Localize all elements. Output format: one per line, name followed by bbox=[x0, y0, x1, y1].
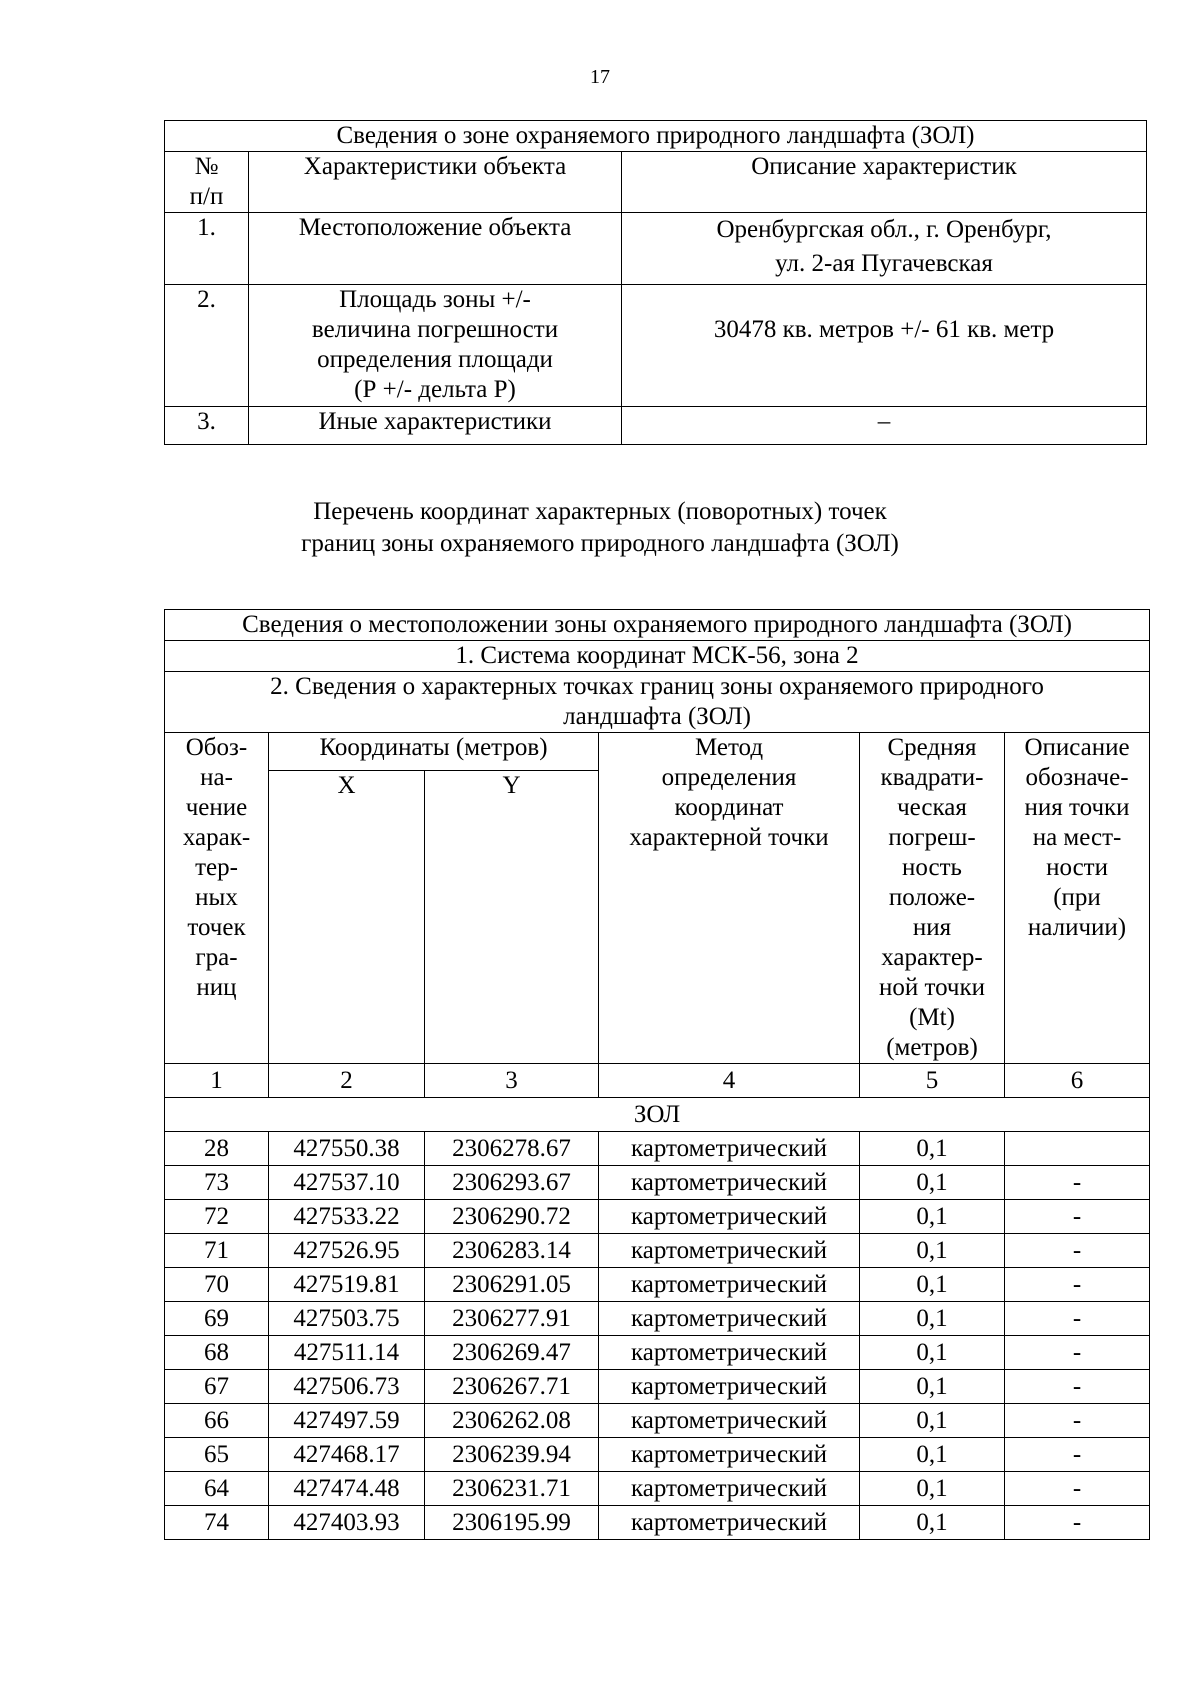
point-description: - bbox=[1005, 1336, 1150, 1370]
coord-x: 427506.73 bbox=[269, 1370, 425, 1404]
coord-x: 427526.95 bbox=[269, 1234, 425, 1268]
col-number: 3 bbox=[425, 1064, 599, 1098]
coordinates-table bbox=[164, 609, 1150, 1540]
row-description: 30478 кв. метров +/- 61 кв. метр bbox=[622, 285, 1147, 407]
mean-error: 0,1 bbox=[860, 1336, 1005, 1370]
method: картометрический bbox=[599, 1200, 860, 1234]
coord-x: 427550.38 bbox=[269, 1132, 425, 1166]
coord-y: 2306195.99 bbox=[425, 1506, 599, 1540]
col-y: Y bbox=[425, 771, 599, 1064]
point-description: - bbox=[1005, 1268, 1150, 1302]
zol-info-table bbox=[164, 120, 1147, 445]
col-method: Метод определения координат характерной точки bbox=[599, 733, 860, 1064]
coordinates-heading: Перечень координат характерных (поворотных) точек границ зоны охраняемого природного ландшафта (ЗОЛ) bbox=[301, 498, 899, 557]
method: картометрический bbox=[599, 1268, 860, 1302]
point-number: 72 bbox=[165, 1200, 269, 1234]
coord-y: 2306262.08 bbox=[425, 1404, 599, 1438]
col-header-description: Описание характеристик bbox=[622, 152, 1147, 213]
table-row bbox=[165, 1200, 1150, 1234]
col-header-number: № п/п bbox=[165, 152, 249, 213]
coord-y: 2306267.71 bbox=[425, 1370, 599, 1404]
point-description: - bbox=[1005, 1370, 1150, 1404]
table-row bbox=[165, 1268, 1150, 1302]
mean-error: 0,1 bbox=[860, 1302, 1005, 1336]
coordinate-system: 1. Система координат МСК-56, зона 2 bbox=[165, 641, 1150, 672]
points-title: 2. Сведения о характерных точках границ зоны охраняемого природного ландшафта (ЗОЛ) bbox=[165, 672, 1150, 733]
point-description: - bbox=[1005, 1234, 1150, 1268]
col-designation: Обоз- на- чение харак- тер- ных точек гра- ниц bbox=[165, 733, 269, 1064]
point-number: 64 bbox=[165, 1472, 269, 1506]
col-number: 2 bbox=[269, 1064, 425, 1098]
coord-x: 427537.10 bbox=[269, 1166, 425, 1200]
row-number: 3. bbox=[165, 407, 249, 445]
col-coordinates: Координаты (метров) bbox=[269, 733, 599, 771]
table-row bbox=[165, 1404, 1150, 1438]
point-description: - bbox=[1005, 1302, 1150, 1336]
table-row bbox=[165, 1336, 1150, 1370]
point-number: 71 bbox=[165, 1234, 269, 1268]
coord-x: 427403.93 bbox=[269, 1506, 425, 1540]
point-number: 68 bbox=[165, 1336, 269, 1370]
table-row bbox=[165, 1472, 1150, 1506]
row-characteristic: Местоположение объекта bbox=[249, 213, 622, 285]
section-label: ЗОЛ bbox=[165, 1098, 1150, 1132]
row-number: 2. bbox=[165, 285, 249, 407]
table-row bbox=[165, 1132, 1150, 1166]
method: картометрический bbox=[599, 1404, 860, 1438]
point-number: 74 bbox=[165, 1506, 269, 1540]
method: картометрический bbox=[599, 1506, 860, 1540]
row-number: 1. bbox=[165, 213, 249, 285]
point-number: 65 bbox=[165, 1438, 269, 1472]
coord-y: 2306277.91 bbox=[425, 1302, 599, 1336]
table-row bbox=[165, 1506, 1150, 1540]
coord-x: 427511.14 bbox=[269, 1336, 425, 1370]
col-error: Средняя квадрати- ческая погреш- ность положе- ния характер- ной точки (Mt) (метров) bbox=[860, 733, 1005, 1064]
page-number: 17 bbox=[590, 66, 610, 88]
coord-y: 2306291.05 bbox=[425, 1268, 599, 1302]
point-number: 66 bbox=[165, 1404, 269, 1438]
mean-error: 0,1 bbox=[860, 1472, 1005, 1506]
point-number: 73 bbox=[165, 1166, 269, 1200]
mean-error: 0,1 bbox=[860, 1166, 1005, 1200]
coord-x: 427519.81 bbox=[269, 1268, 425, 1302]
row-characteristic: Иные характеристики bbox=[249, 407, 622, 445]
table-row bbox=[165, 1370, 1150, 1404]
coord-x: 427474.48 bbox=[269, 1472, 425, 1506]
coordinate-rows bbox=[165, 1132, 1150, 1540]
table-row bbox=[165, 1438, 1150, 1472]
mean-error: 0,1 bbox=[860, 1132, 1005, 1166]
point-description: - bbox=[1005, 1472, 1150, 1506]
point-number: 69 bbox=[165, 1302, 269, 1336]
mean-error: 0,1 bbox=[860, 1200, 1005, 1234]
method: картометрический bbox=[599, 1234, 860, 1268]
table-row bbox=[165, 1234, 1150, 1268]
point-number: 28 bbox=[165, 1132, 269, 1166]
mean-error: 0,1 bbox=[860, 1370, 1005, 1404]
method: картометрический bbox=[599, 1302, 860, 1336]
coord-y: 2306283.14 bbox=[425, 1234, 599, 1268]
table-row bbox=[165, 1166, 1150, 1200]
point-description bbox=[1005, 1132, 1150, 1166]
method: картометрический bbox=[599, 1370, 860, 1404]
coord-y: 2306269.47 bbox=[425, 1336, 599, 1370]
point-number: 67 bbox=[165, 1370, 269, 1404]
coord-x: 427468.17 bbox=[269, 1438, 425, 1472]
point-description: - bbox=[1005, 1438, 1150, 1472]
col-description: Описание обозначе- ния точки на мест- ности (при наличии) bbox=[1005, 733, 1150, 1064]
row-description: – bbox=[622, 407, 1147, 445]
table-row bbox=[165, 1302, 1150, 1336]
coord-y: 2306278.67 bbox=[425, 1132, 599, 1166]
mean-error: 0,1 bbox=[860, 1268, 1005, 1302]
coord-y: 2306231.71 bbox=[425, 1472, 599, 1506]
point-description: - bbox=[1005, 1404, 1150, 1438]
point-number: 70 bbox=[165, 1268, 269, 1302]
row-description: Оренбургская обл., г. Оренбург, ул. 2-ая Пугачевская bbox=[622, 213, 1147, 285]
zol-info-title: Сведения о зоне охраняемого природного ландшафта (ЗОЛ) bbox=[165, 121, 1147, 152]
point-description: - bbox=[1005, 1200, 1150, 1234]
row-characteristic: Площадь зоны +/- величина погрешности определения площади (Р +/- дельта Р) bbox=[249, 285, 622, 407]
coord-x: 427497.59 bbox=[269, 1404, 425, 1438]
col-number: 5 bbox=[860, 1064, 1005, 1098]
method: картометрический bbox=[599, 1336, 860, 1370]
coord-x: 427533.22 bbox=[269, 1200, 425, 1234]
method: картометрический bbox=[599, 1166, 860, 1200]
col-number: 6 bbox=[1005, 1064, 1150, 1098]
coords-title: Сведения о местоположении зоны охраняемого природного ландшафта (ЗОЛ) bbox=[165, 610, 1150, 641]
col-header-characteristics: Характеристики объекта bbox=[249, 152, 622, 213]
coord-y: 2306290.72 bbox=[425, 1200, 599, 1234]
point-description: - bbox=[1005, 1506, 1150, 1540]
col-x: X bbox=[269, 771, 425, 1064]
mean-error: 0,1 bbox=[860, 1438, 1005, 1472]
col-number: 1 bbox=[165, 1064, 269, 1098]
mean-error: 0,1 bbox=[860, 1506, 1005, 1540]
coord-y: 2306239.94 bbox=[425, 1438, 599, 1472]
coord-y: 2306293.67 bbox=[425, 1166, 599, 1200]
point-description: - bbox=[1005, 1166, 1150, 1200]
mean-error: 0,1 bbox=[860, 1234, 1005, 1268]
method: картометрический bbox=[599, 1472, 860, 1506]
method: картометрический bbox=[599, 1132, 860, 1166]
mean-error: 0,1 bbox=[860, 1404, 1005, 1438]
col-number: 4 bbox=[599, 1064, 860, 1098]
coord-x: 427503.75 bbox=[269, 1302, 425, 1336]
method: картометрический bbox=[599, 1438, 860, 1472]
